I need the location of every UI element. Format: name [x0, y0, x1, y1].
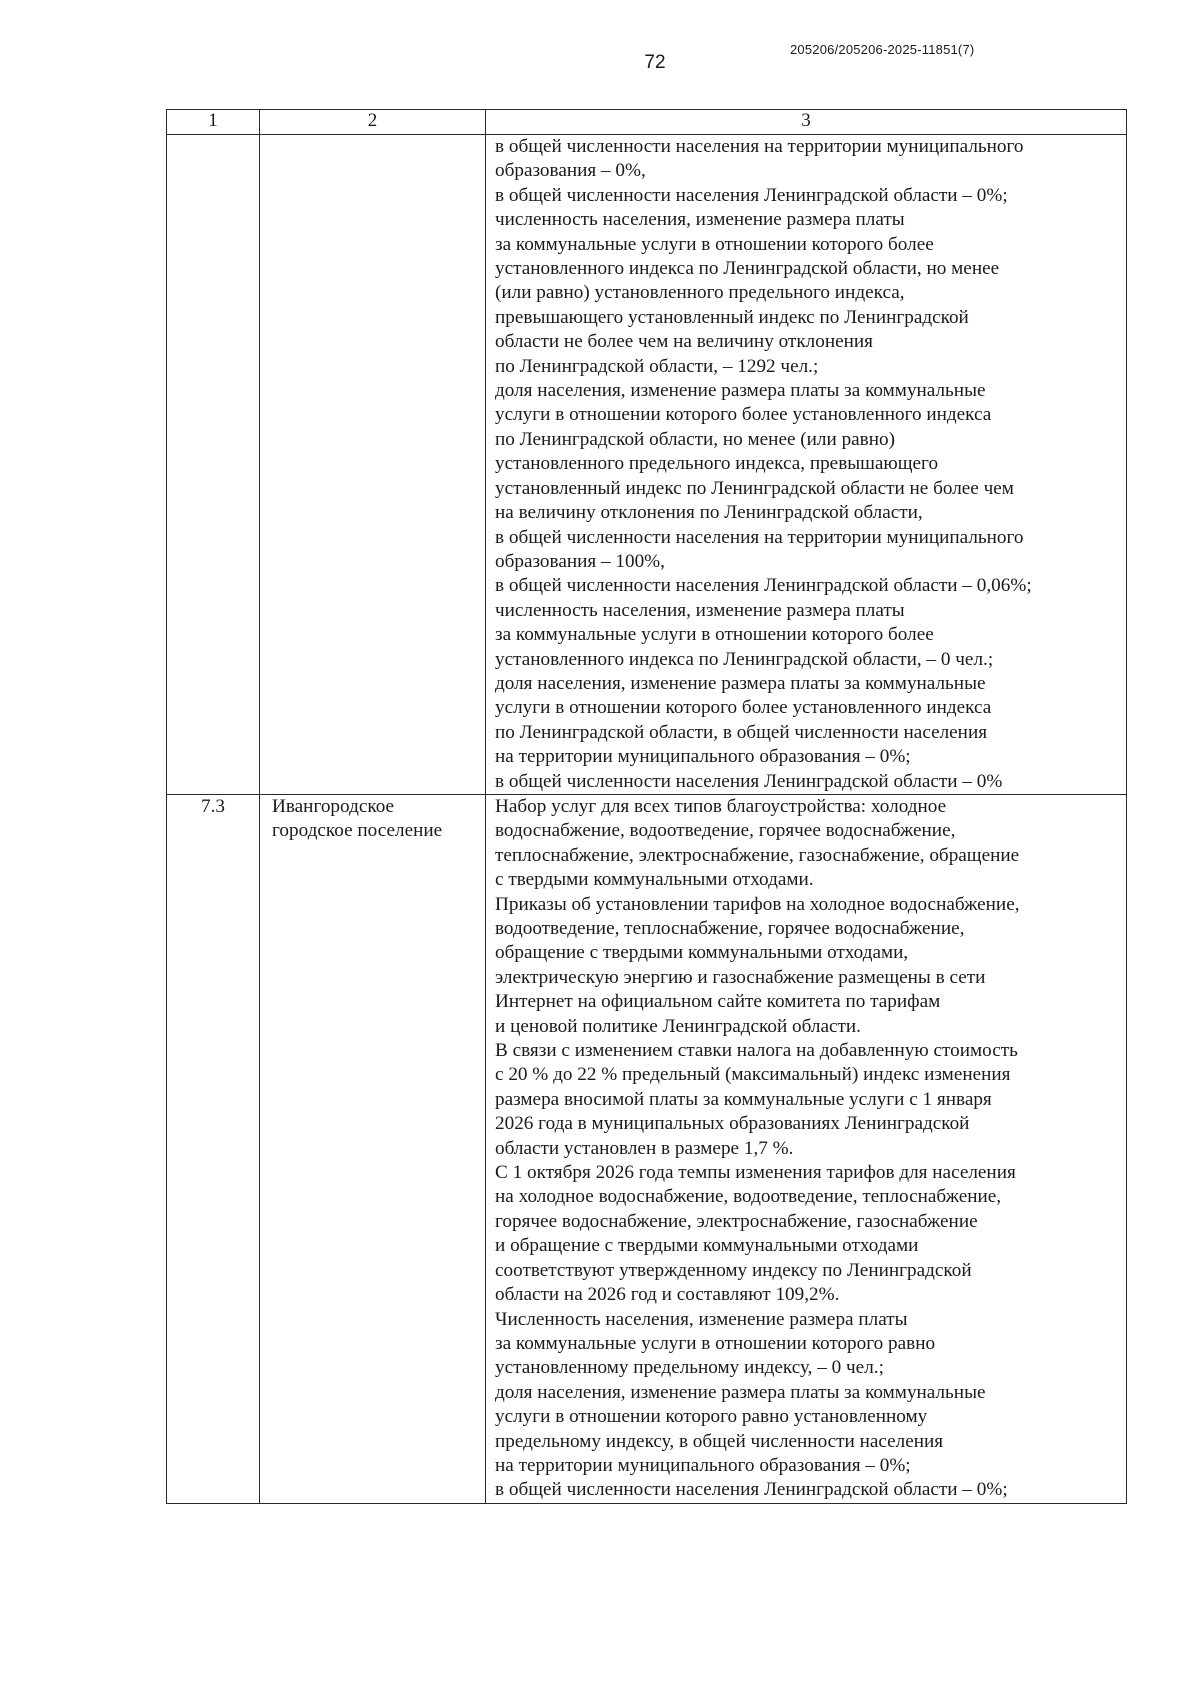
row-text: Набор услуг для всех типов благоустройства: холодное водоснабжение, водоотведение, горячее водоснабжение, теплоснабжение, электроснабжение, газоснабжение, обращение с твердыми коммунальными отходами. Приказы об установлении тарифов на холодное водоснабжение, водоотведение, теплоснабжение, горячее водоснабжение, обращение с твердыми коммунальными отходами, электрическую энергию и газоснабжение размещены в сети Интернет на официальном сайте комитета по тарифам и ценовой политике Ленинградской области. В связи с изменением ставки налога на добавленную стоимость с 20 % до 22 % предельный (максимальный) индекс изменения размера вносимой платы за коммунальные услуги с 1 января 2026 года в муниципальных образованиях Ленинградской области установлен в размере 1,7 %. С 1 октября 2026 года темпы изменения тарифов для населения на холодное водоснабжение, водоотведение, теплоснабжение, горячее водоснабжение, электроснабжение, газоснабжение и обращение с твердыми коммунальными отходами соответствуют утвержденному индексу по Ленинградской области на 2026 год и составляют 109,2%. Численность населения, изменение размера платы за коммунальные услуги в отношении которого равно установленному предельному индексу, – 0 чел.; доля населения, изменение размера платы за коммунальные услуги в отношении которого равно установленному предельному индексу, в общей численности населения на территории муниципального образования – 0%; в общей численности населения Ленинградской области – 0%;: [495, 795, 1020, 1501]
row-name: Ивангородское городское поселение: [272, 795, 443, 842]
table-row: [167, 135, 1127, 795]
column-header-1: 1: [167, 110, 260, 135]
page-number: 72: [644, 52, 666, 73]
row-text-cell: [486, 135, 1127, 795]
row-number-cell: [167, 794, 260, 1503]
table-header-row: [167, 110, 1127, 135]
row-name-cell: [260, 135, 486, 795]
column-header-2: 2: [260, 110, 486, 135]
row-text: в общей численности населения на территории муниципального образования – 0%, в общей численности населения Ленинградской области – 0%; численность населения, изменение размера платы за коммунальные услуги в отношении которого более установленного индекса по Ленинградской области, но менее (или равно) установленного предельного индекса, превышающего установленный индекс по Ленинградской области не более чем на величину отклонения по Ленинградской области, – 1292 чел.; доля населения, изменение размера платы за коммунальные услуги в отношении которого более установленного индекса по Ленинградской области, но менее (или равно) установленного предельного индекса, превышающего установленный индекс по Ленинградской области не более чем на величину отклонения по Ленинградской области, в общей численности населения на территории муниципального образования – 100%, в общей численности населения Ленинградской области – 0,06%; численность населения, изменение размера платы за коммунальные услуги в отношении которого более установленного индекса по Ленинградской области, – 0 чел.; доля населения, изменение размера платы за коммунальные услуги в отношении которого более установленного индекса по Ленинградской области, в общей численности населения на территории муниципального образования – 0%; в общей численности населения Ленинградской области – 0%: [495, 136, 1032, 792]
row-name-cell: [260, 794, 486, 1503]
row-number: 7.3: [201, 795, 225, 817]
column-header-3: 3: [486, 110, 1127, 135]
row-number-cell: [167, 135, 260, 795]
row-text-cell: [486, 794, 1127, 1503]
document-id: 205206/205206-2025-11851(7): [790, 42, 975, 57]
data-table: [166, 109, 1127, 1504]
table-row: [167, 794, 1127, 1503]
